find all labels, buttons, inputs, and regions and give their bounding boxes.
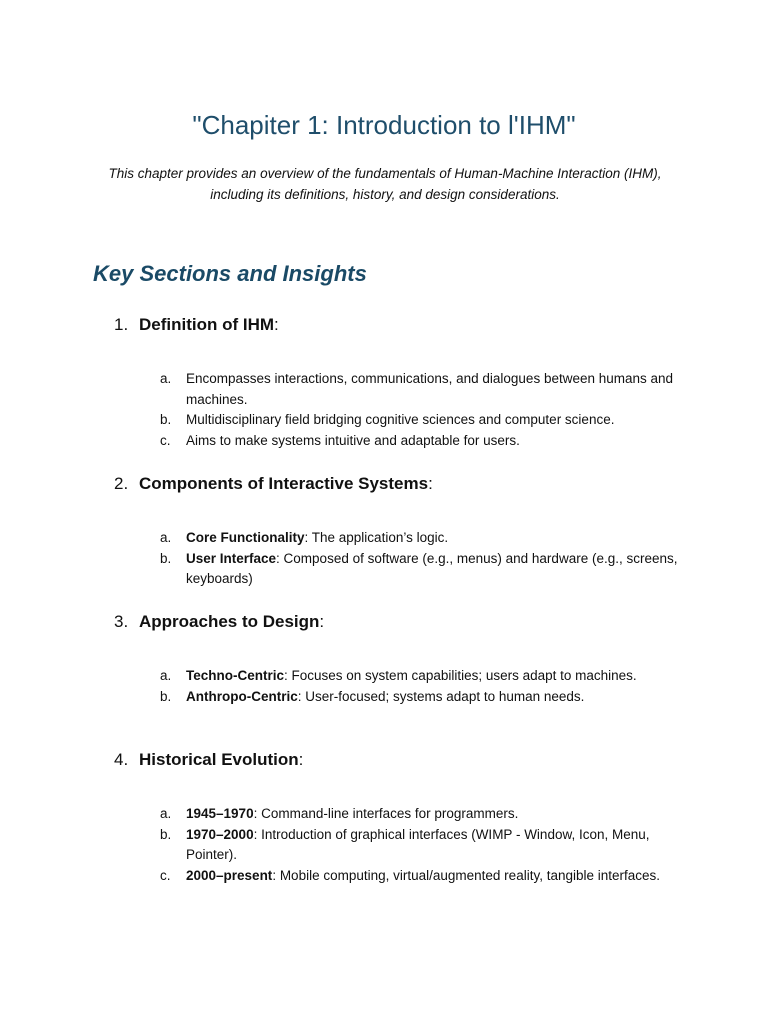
chapter-summary: This chapter provides an overview of the fundamentals of Human-Machine Interaction (IHM), including its definitions, history, and design considerations. (108, 166, 662, 202)
item-number: 4. (114, 750, 129, 769)
sub-item: a. Core Functionality: The application’s logic. (160, 530, 449, 545)
section-heading: Key Sections and Insights (93, 261, 367, 286)
item-colon: : (319, 612, 325, 631)
item-colon: : (298, 750, 304, 769)
list-item-1 (114, 315, 279, 335)
sub-item: b. Multidisciplinary field bridging cognitive sciences and computer science. (160, 412, 615, 427)
sub-list-3 (160, 666, 680, 707)
sub-item: b. 1970–2000: Introduction of graphical interfaces (WIMP - Window, Icon, Menu, Pointer). (160, 826, 650, 862)
sub-item: b. Anthropo-Centric: User-focused; systems adapt to human needs. (160, 688, 585, 704)
item-number: 1. (114, 315, 129, 334)
item-heading: Historical Evolution (139, 750, 299, 769)
item-number: 2. (114, 474, 129, 493)
sub-item: a. 1945–1970: Command-line interfaces for programmers. (160, 806, 519, 821)
item-colon: : (428, 474, 433, 493)
item-number: 3. (114, 612, 129, 631)
list-item-2 (114, 474, 433, 494)
sub-item: c. 2000–present: Mobile computing, virtual/augmented reality, tangible interfaces. (160, 867, 661, 883)
item-colon: : (274, 315, 279, 334)
sub-item: a. Techno-Centric: Focuses on system capabilities; users adapt to machines. (160, 668, 637, 683)
sub-list-2 (160, 528, 680, 590)
sub-item: b. User Interface: Composed of software (e.g., menus) and hardware (e.g., screens, keyboards) (160, 550, 678, 586)
sub-item: c. Aims to make systems intuitive and adaptable for users. (160, 432, 520, 448)
sub-item: a. Encompasses interactions, communications, and dialogues between humans and machines. (160, 371, 674, 407)
item-heading: Approaches to Design (139, 612, 320, 631)
list-item-3 (114, 612, 324, 632)
item-heading: Definition of IHM (139, 315, 275, 334)
item-heading: Components of Interactive Systems (139, 474, 429, 493)
sub-list-1 (160, 369, 680, 451)
page-title: "Chapiter 1: Introduction to l'IHM" (192, 110, 576, 140)
list-item-4 (114, 750, 303, 770)
sub-list-4 (160, 804, 680, 886)
